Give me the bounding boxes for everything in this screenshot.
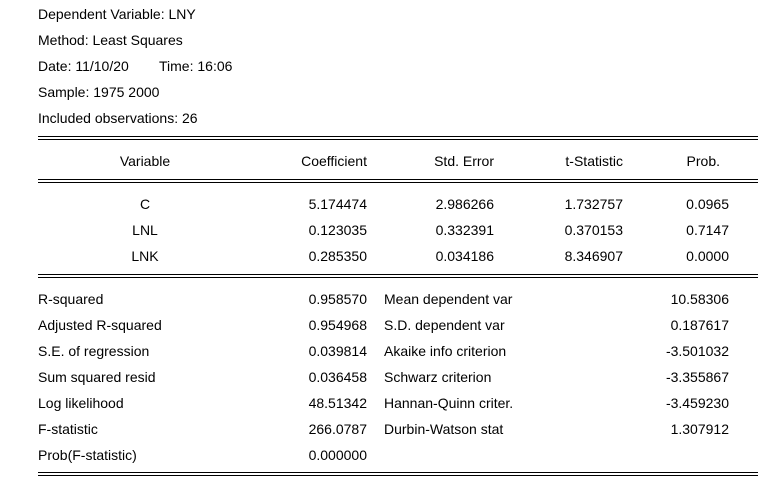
stat-value: -3.459230 [665,395,729,411]
bottom-rule-2 [38,475,758,476]
stat-label: R-squared [38,291,104,307]
header-rule-2 [38,182,758,183]
stat-label: S.E. of regression [38,343,150,359]
stat-value: 48.51342 [308,395,367,411]
stat-label: F-statistic [38,421,98,437]
top-rule-1 [38,136,758,137]
middle-rule-1 [38,274,758,275]
row-std-error: 2.986266 [435,196,494,212]
col-header-prob: Prob. [686,153,720,169]
stat-value: 0.958570 [308,291,367,307]
stat-label: Schwarz criterion [384,369,492,385]
stat-value: -3.355867 [665,369,729,385]
top-rule-2 [38,139,758,140]
stat-value: 10.58306 [670,291,729,307]
row-variable: C [139,196,151,212]
row-prob: 0.0965 [686,196,729,212]
row-std-error: 0.332391 [435,222,494,238]
sample: Sample: 1975 2000 [38,84,160,100]
row-prob: 0.0000 [686,248,729,264]
stat-label: Adjusted R-squared [38,317,162,333]
stat-value: 0.000000 [308,447,367,463]
row-prob: 0.7147 [686,222,729,238]
col-header-coefficient: Coefficient [301,153,367,169]
dependent-variable: Dependent Variable: LNY [38,6,196,22]
stat-label: Akaike info criterion [384,343,507,359]
header-rule-1 [38,179,758,180]
col-header-variable: Variable [119,153,171,169]
time: Time: 16:06 [159,58,233,74]
row-std-error: 0.034186 [435,248,494,264]
stat-label: Mean dependent var [384,291,513,307]
stat-label: S.D. dependent var [384,317,505,333]
stat-label: Hannan-Quinn criter. [384,395,514,411]
row-coefficient: 5.174474 [308,196,367,212]
stat-value: 0.187617 [670,317,729,333]
row-coefficient: 0.285350 [308,248,367,264]
bottom-rule-1 [38,472,758,473]
date: Date: 11/10/20 [38,58,129,74]
included-observations: Included observations: 26 [38,110,198,126]
stat-value: -3.501032 [665,343,729,359]
stat-value: 266.0787 [308,421,367,437]
stat-value: 0.036458 [308,369,367,385]
stat-value: 0.954968 [308,317,367,333]
stat-label: Log likelihood [38,395,124,411]
row-coefficient: 0.123035 [308,222,367,238]
stat-label: Prob(F-statistic) [38,447,137,463]
stat-value: 0.039814 [308,343,367,359]
stat-label: Durbin-Watson stat [384,421,504,437]
stat-label: Sum squared resid [38,369,156,385]
row-t-statistic: 0.370153 [564,222,623,238]
row-variable: LNK [131,248,159,264]
method: Method: Least Squares [38,32,183,48]
row-variable: LNL [132,222,158,238]
middle-rule-2 [38,277,758,278]
stat-value: 1.307912 [670,421,729,437]
col-header-t-statistic: t-Statistic [565,153,623,169]
col-header-std-error: Std. Error [434,153,494,169]
row-t-statistic: 8.346907 [564,248,623,264]
row-t-statistic: 1.732757 [564,196,623,212]
